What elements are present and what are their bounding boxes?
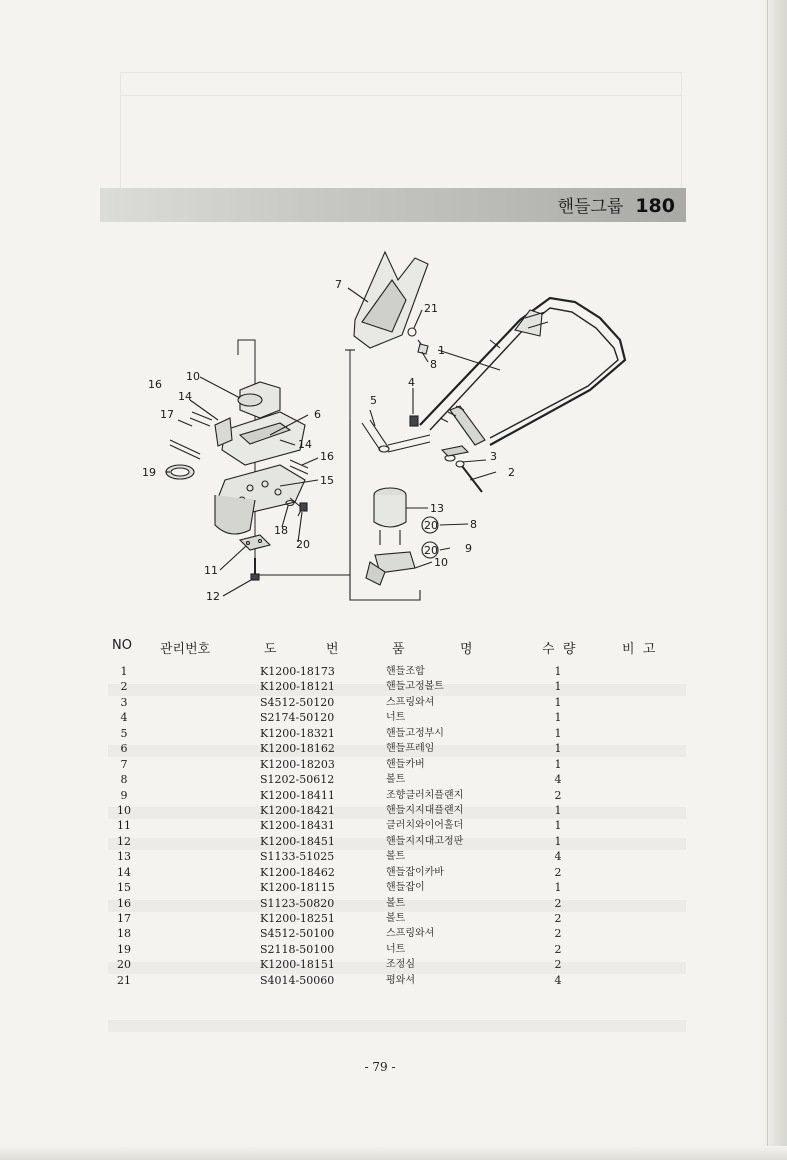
header-drawing-b: 번	[326, 642, 339, 657]
part-number: S4512-50120	[260, 695, 335, 709]
row-number: 9	[120, 788, 128, 802]
faint-bleed-through-grid	[120, 72, 682, 194]
part-name: 핸들프레임	[386, 743, 435, 755]
table-row	[108, 741, 686, 756]
part-name: 스프링와셔	[386, 696, 435, 708]
quantity: 1	[554, 834, 562, 848]
callout-4: 4	[408, 376, 415, 389]
callout-13: 12	[206, 590, 220, 603]
parts-table	[108, 664, 686, 988]
part-number: S1123-50820	[260, 896, 335, 910]
table-row	[108, 926, 686, 941]
quantity: 4	[554, 850, 562, 864]
part-name: 핸들고정볼트	[386, 681, 444, 693]
callout-1: 1	[438, 344, 445, 357]
part-number: S2118-50100	[260, 942, 335, 956]
part-name: 너트	[386, 712, 406, 724]
part-name: 평와셔	[386, 974, 415, 986]
callout-15: 15	[320, 474, 334, 487]
section-header	[558, 192, 675, 218]
table-row	[108, 664, 686, 679]
callout-12: 11	[204, 564, 218, 577]
part-name: 볼트	[386, 774, 406, 786]
quantity: 1	[554, 680, 562, 694]
header-mgmt-no: 관리번호	[160, 642, 211, 657]
table-row	[108, 788, 686, 803]
exploded-parts-diagram	[130, 240, 670, 620]
quantity: 1	[554, 881, 562, 895]
part-number: K1200-18203	[260, 757, 335, 771]
table-row	[108, 849, 686, 864]
callout-20-left: 19	[142, 466, 156, 479]
part-number: K1200-18251	[260, 912, 335, 925]
quantity: 2	[554, 958, 562, 972]
header-remark: 비 고	[622, 642, 656, 657]
row-number: 11	[117, 819, 131, 833]
callout-21: 21	[424, 302, 438, 315]
part-number: S4512-50100	[260, 927, 335, 941]
table-row	[108, 772, 686, 787]
part-number: K1200-18431	[260, 819, 335, 833]
row-number: 21	[117, 973, 131, 987]
table-row	[108, 834, 686, 849]
quantity: 2	[554, 927, 562, 941]
part-name: 볼트	[386, 913, 406, 924]
row-number: 18	[117, 927, 131, 941]
row-number: 6	[120, 742, 128, 756]
part-number: K1200-18421	[260, 803, 335, 817]
table-row	[108, 911, 686, 926]
table-row	[108, 757, 686, 772]
quantity: 1	[554, 757, 562, 771]
callout-18: 18	[274, 524, 288, 537]
row-number: 20	[117, 958, 131, 972]
part-number: K1200-18411	[260, 788, 335, 802]
row-number: 17	[117, 912, 131, 925]
part-name: 핸들잡이	[386, 882, 425, 894]
part-name: 핸들고정부시	[386, 727, 444, 739]
callout-16-left: 16	[148, 378, 162, 391]
quantity: 2	[554, 912, 562, 925]
quantity: 4	[554, 973, 562, 987]
row-number: 10	[117, 803, 131, 817]
row-number: 1	[120, 665, 128, 678]
callout-2: 2	[508, 466, 515, 479]
row-number: 19	[117, 942, 131, 956]
callout-8-right: 9	[465, 542, 472, 555]
quantity: 2	[554, 788, 562, 802]
part-name: 핸들지지대고정판	[386, 835, 464, 847]
quantity: 1	[554, 711, 562, 725]
part-name: 클러치와이어홀더	[386, 820, 464, 832]
table-row	[108, 695, 686, 710]
quantity: 1	[554, 665, 562, 678]
quantity: 2	[554, 896, 562, 910]
callout-10: 10	[186, 370, 200, 383]
callout-20-mid-a: 20	[424, 519, 438, 532]
row-number: 13	[117, 850, 131, 864]
callout-16-right: 16	[320, 450, 334, 463]
row-number: 5	[120, 726, 128, 740]
row-number: 8	[120, 773, 128, 787]
table-row	[108, 942, 686, 957]
callout-labels	[142, 278, 515, 603]
part-number: S4014-50060	[260, 973, 335, 987]
header-name-a: 품	[392, 642, 405, 657]
part-number: K1200-18321	[260, 726, 335, 740]
callout-11: 13	[430, 502, 444, 515]
table-row	[108, 865, 686, 880]
row-number: 7	[120, 757, 128, 771]
row-number: 2	[120, 680, 128, 694]
callout-17: 17	[160, 408, 174, 421]
part-number: K1200-18451	[260, 834, 335, 848]
part-number: K1200-18162	[260, 742, 335, 756]
table-row	[108, 726, 686, 741]
header-drawing-a: 도	[264, 642, 277, 657]
page-number: - 79 -	[364, 1060, 396, 1074]
callout-7: 7	[335, 278, 342, 291]
part-number: K1200-18462	[260, 865, 335, 879]
part-name: 핸들조합	[386, 666, 425, 677]
page-bottom-shadow	[0, 1146, 787, 1160]
section-title: 핸들그룹	[557, 197, 624, 217]
quantity: 1	[554, 819, 562, 833]
table-row	[108, 880, 686, 895]
quantity: 4	[554, 773, 562, 787]
row-number: 15	[117, 881, 131, 895]
callout-9: 10	[434, 556, 448, 569]
table-row	[108, 957, 686, 972]
part-number: K1200-18151	[260, 958, 335, 972]
part-name: 너트	[386, 943, 406, 955]
part-name: 조정심	[386, 959, 415, 971]
section-code: 180	[635, 195, 675, 217]
quantity: 2	[554, 942, 562, 956]
part-name: 스프링와셔	[386, 928, 435, 940]
row-number: 16	[117, 896, 131, 910]
part-number: K1200-18121	[260, 680, 335, 694]
row-number: 4	[120, 711, 128, 725]
page-edge-shadow	[761, 0, 787, 1160]
callout-14-right: 14	[298, 438, 312, 451]
table-row	[108, 896, 686, 911]
table-row	[108, 803, 686, 818]
quantity: 1	[554, 695, 562, 709]
quantity: 1	[554, 742, 562, 756]
part-name: 핸들잡이카바	[386, 866, 444, 878]
quantity: 2	[554, 865, 562, 879]
part-name: 볼트	[386, 897, 406, 909]
callout-5-right: 8	[470, 518, 477, 531]
part-name: 조향클러치플랜지	[386, 789, 464, 801]
part-name: 핸들카버	[386, 758, 425, 770]
part-number: K1200-18173	[260, 665, 335, 678]
header-name-b: 명	[460, 642, 473, 657]
row-number: 12	[117, 834, 131, 848]
callout-14-left: 14	[178, 390, 192, 403]
part-name: 볼트	[386, 851, 406, 863]
table-row	[108, 973, 686, 988]
row-number: 3	[120, 695, 128, 709]
part-number: K1200-18115	[260, 881, 335, 895]
callout-3: 3	[490, 450, 497, 463]
callout-6: 6	[314, 408, 321, 421]
table-row	[108, 710, 686, 725]
callout-8-top: 8	[430, 358, 437, 371]
quantity: 1	[554, 803, 562, 817]
part-name: 핸들지지대플랜지	[386, 804, 464, 816]
part-number: S2174-50120	[260, 711, 335, 725]
callout-19: 20	[296, 538, 310, 551]
header-no: NO	[112, 638, 132, 653]
part-number: S1202-50612	[260, 773, 335, 787]
row-number: 14	[117, 865, 131, 879]
quantity: 1	[554, 726, 562, 740]
callout-5: 5	[370, 394, 377, 407]
table-row	[108, 818, 686, 833]
table-row	[108, 679, 686, 694]
header-qty: 수 량	[542, 642, 576, 657]
callout-20-mid-b: 20	[424, 544, 438, 557]
part-number: S1133-51025	[260, 850, 335, 864]
